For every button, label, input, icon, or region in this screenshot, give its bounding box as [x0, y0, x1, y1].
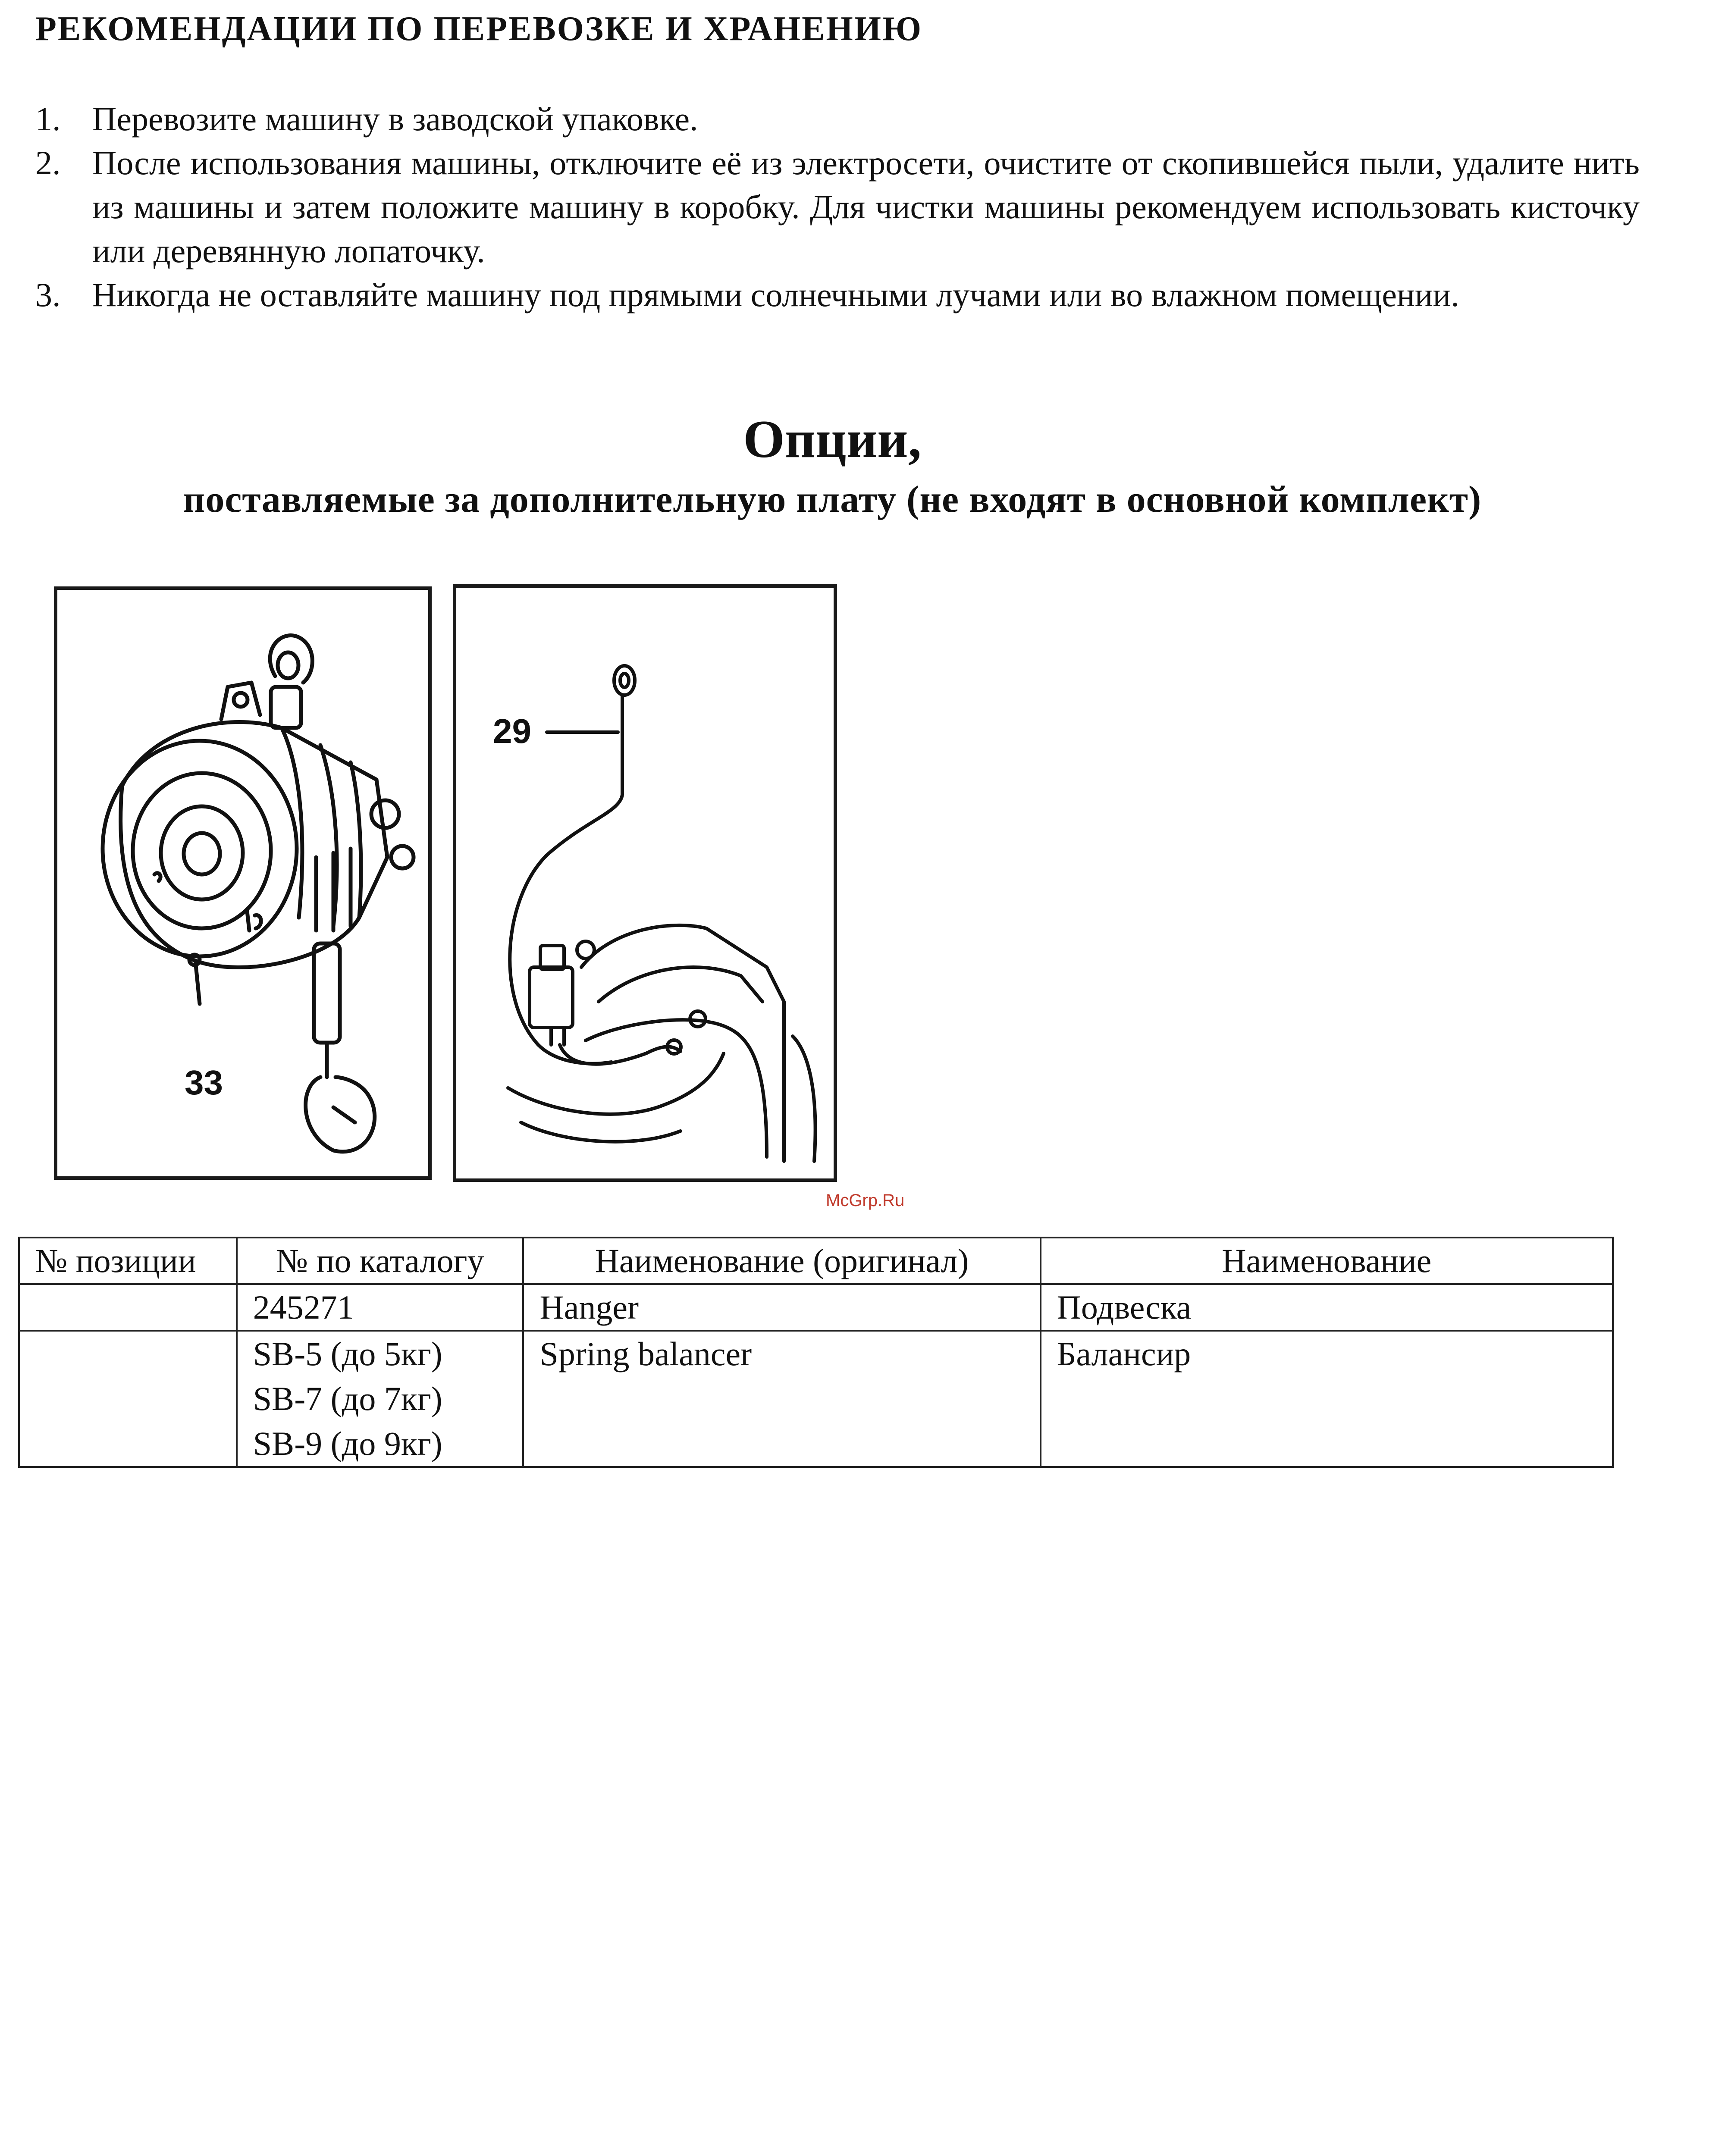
- catalog-number: SB-5 (до 5кг): [253, 1335, 442, 1373]
- callout-29: 29: [493, 712, 531, 750]
- catalog-number: SB-9 (до 9кг): [253, 1425, 442, 1462]
- options-table: [18, 1237, 1614, 1468]
- hanger-illustration: [456, 588, 834, 1178]
- cell-name: Балансир: [1041, 1331, 1613, 1467]
- column-header-catalog: № по каталогу: [237, 1238, 524, 1284]
- column-header-original-name: Наименование (оригинал): [523, 1238, 1040, 1284]
- list-item: [35, 97, 1640, 141]
- cell-original-name: Hanger: [523, 1284, 1040, 1331]
- cell-name: Подвеска: [1041, 1284, 1613, 1331]
- cell-original-name: Spring balancer: [523, 1331, 1040, 1467]
- watermark: McGrp.Ru: [826, 1191, 905, 1210]
- column-header-name: Наименование: [1041, 1238, 1613, 1284]
- recommendations-list: [35, 97, 1640, 317]
- list-item-text: После использования машины, отключите её из электросети, очистите от скопившейся пыли, удалите нить из машины и затем положите машину в коробку. Для чистки машины рекомендуем использовать кисточку или деревянную лопаточку.: [92, 144, 1640, 270]
- catalog-number: 245271: [253, 1288, 354, 1326]
- options-title: Опции,: [743, 410, 922, 469]
- table-header-row: [19, 1238, 1613, 1284]
- column-header-position: № позиции: [19, 1238, 237, 1284]
- list-item-number: 3.: [35, 276, 61, 313]
- callout-33: 33: [185, 1063, 223, 1102]
- table-row: [19, 1331, 1613, 1467]
- options-subtitle: поставляемые за дополнительную плату (не входят в основной комплект): [183, 479, 1482, 520]
- list-item: [35, 141, 1640, 273]
- section-heading: РЕКОМЕНДАЦИИ ПО ПЕРЕВОЗКЕ И ХРАНЕНИЮ: [35, 10, 923, 48]
- cell-catalog: [237, 1331, 524, 1467]
- list-item-number: 2.: [35, 144, 61, 182]
- hanger-figure: [453, 584, 837, 1182]
- cell-position: [19, 1284, 237, 1331]
- cell-position: [19, 1331, 237, 1467]
- cell-catalog: [237, 1284, 524, 1331]
- list-item: [35, 273, 1640, 317]
- list-item-number: 1.: [35, 100, 61, 138]
- list-item-text: Перевозите машину в заводской упаковке.: [92, 100, 698, 138]
- catalog-number: SB-7 (до 7кг): [253, 1380, 442, 1417]
- list-item-text: Никогда не оставляйте машину под прямыми солнечными лучами или во влажном помещении.: [92, 276, 1459, 313]
- spring-balancer-figure: [54, 586, 432, 1180]
- spring-balancer-illustration: [57, 590, 428, 1176]
- table-row: [19, 1284, 1613, 1331]
